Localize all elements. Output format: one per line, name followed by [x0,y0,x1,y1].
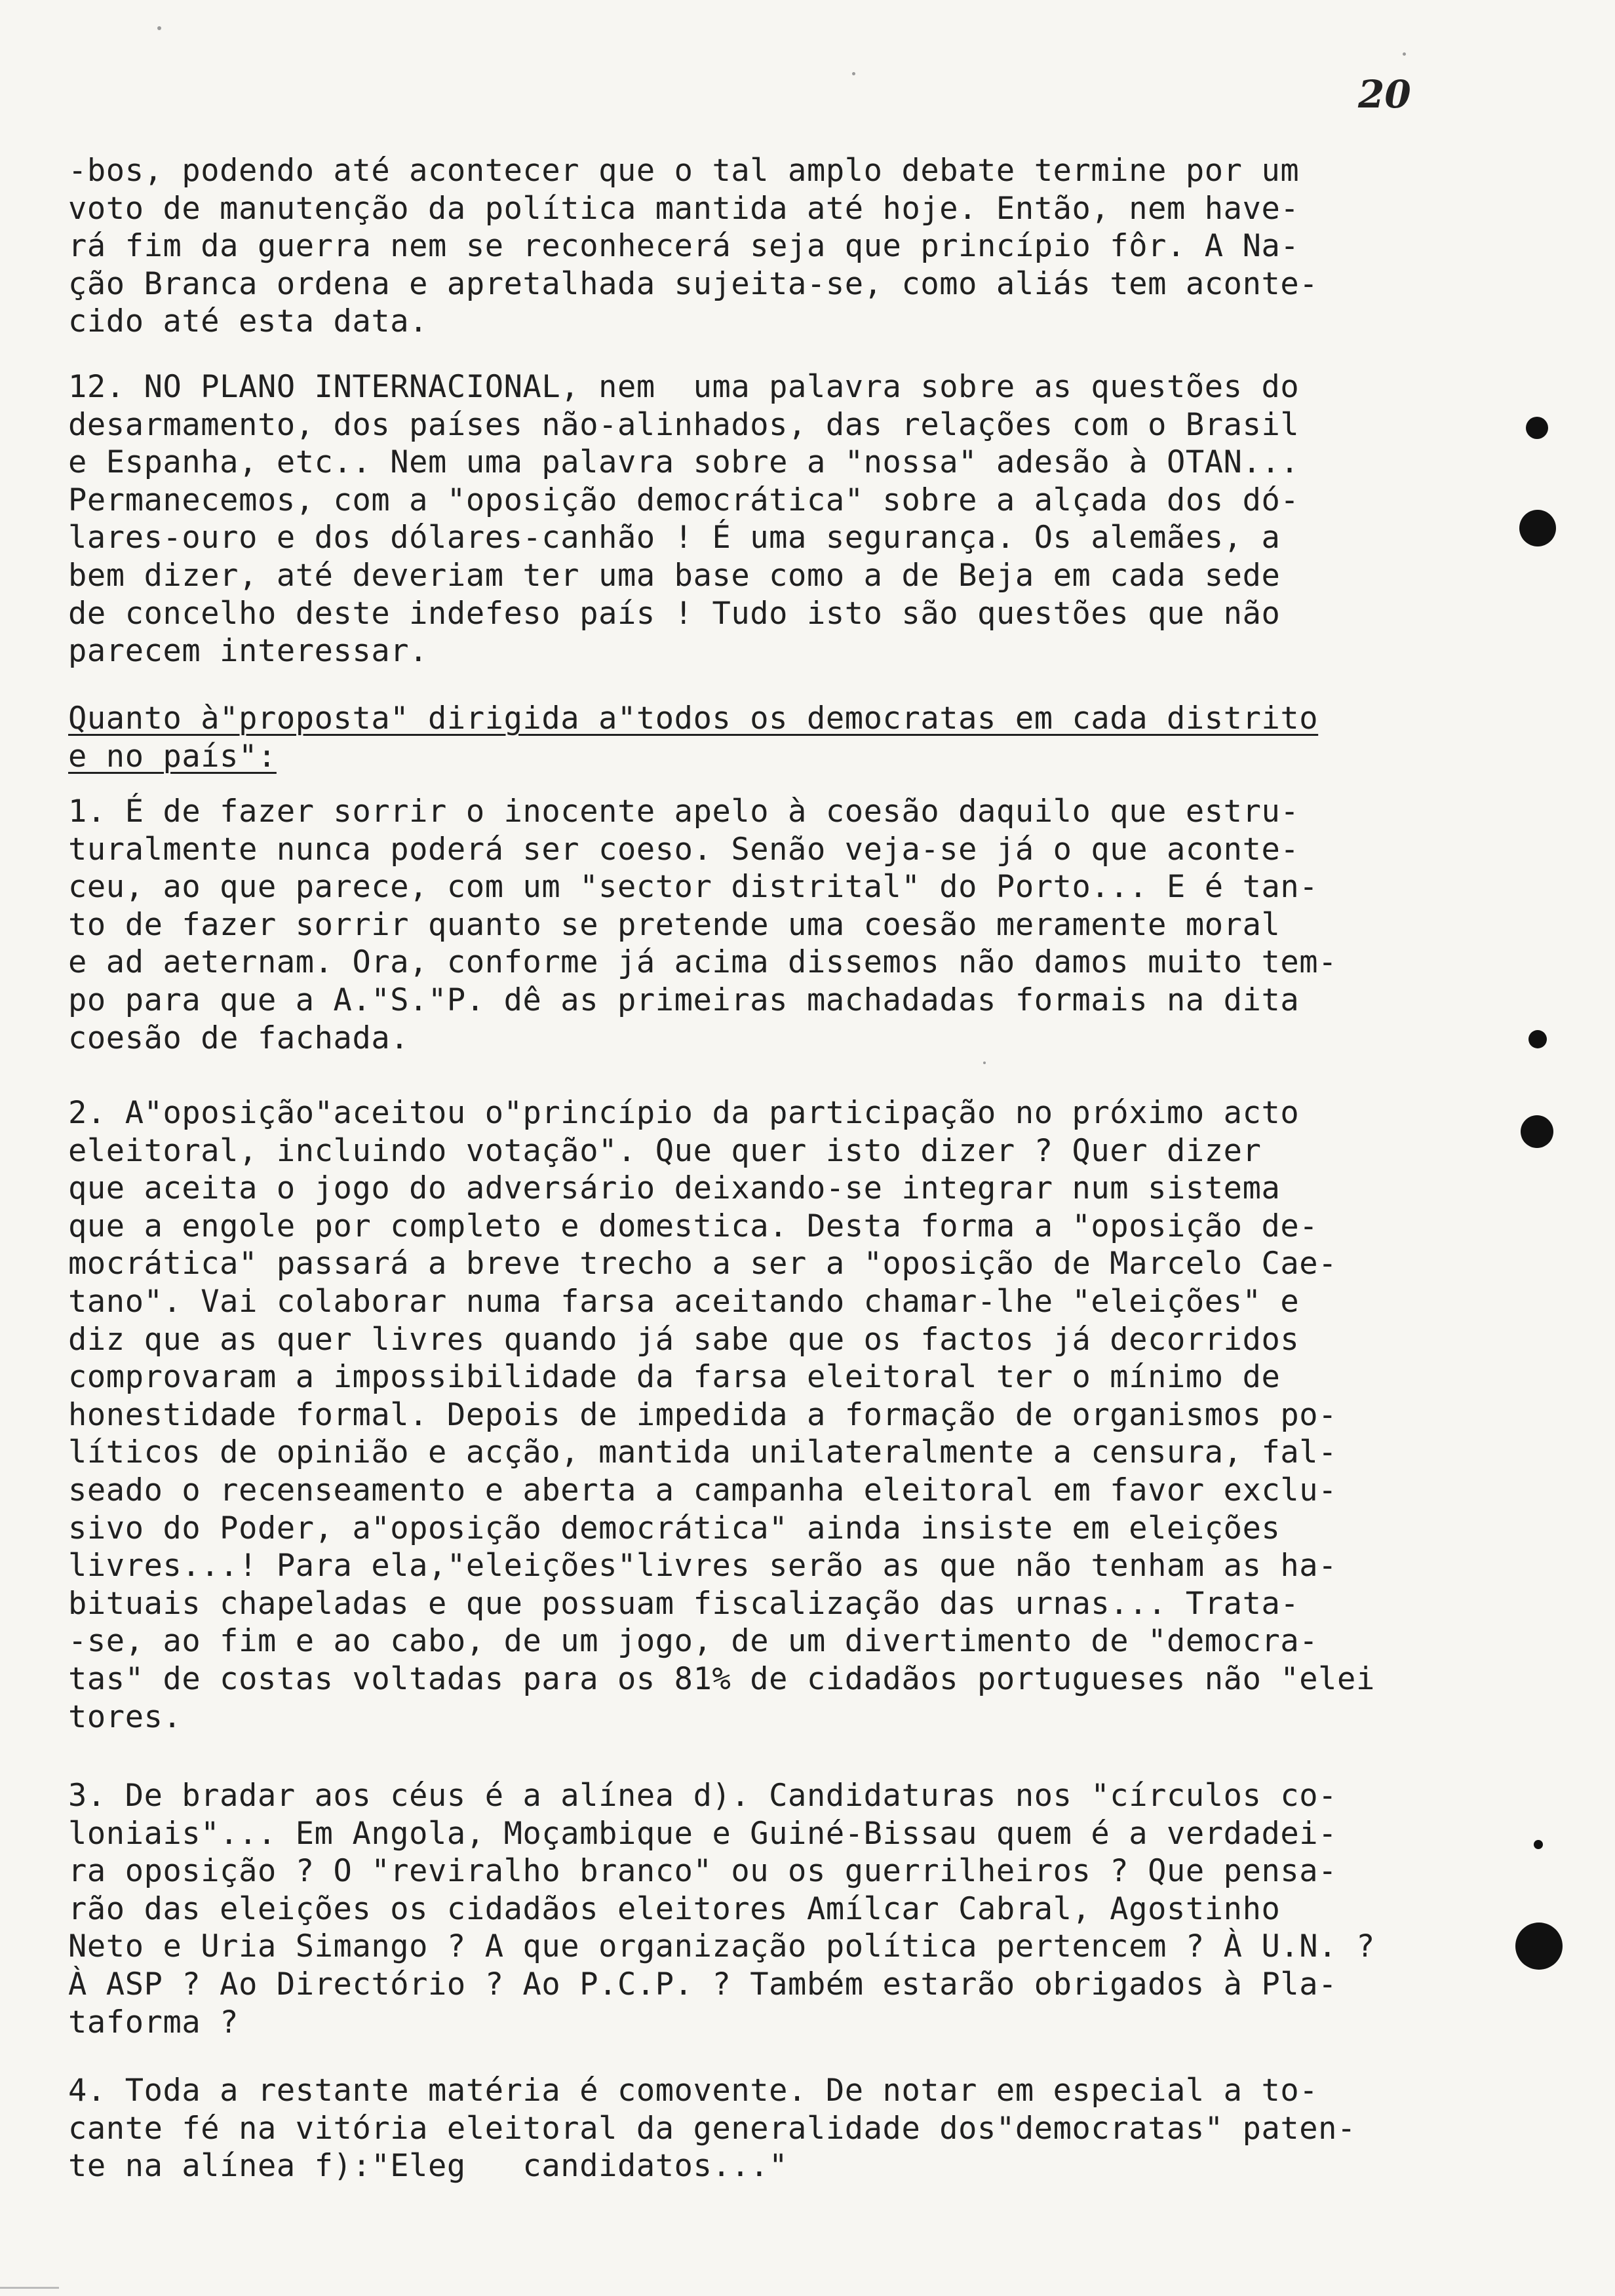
text-line: 2. A"oposição"aceitou o"princípio da participação no próximo acto [68,1095,1300,1131]
text-line: te na alínea f):"Eleg candidatos..." [68,2148,788,2185]
paragraph-item-3 [68,1777,1458,2041]
text-line: 3. De bradar aos céus é a alínea d). Candidaturas nos "círculos co- [68,1778,1338,1814]
text-line: cante fé na vitória eleitoral da generalidade dos"democratas" paten- [68,2110,1356,2147]
text-line: líticos de opinião e acção, mantida unilateralmente a censura, fal- [68,1434,1338,1471]
binder-hole-mark [1526,417,1548,439]
text-line: livres...! Para ela,"eleições"livres serão as que não tenham as ha- [68,1548,1338,1584]
text-line: desarmamento, dos países não-alinhados, das relações com o Brasil [68,406,1300,443]
text-line: eleitoral, incluindo votação". Que quer isto dizer ? Quer dizer [68,1132,1262,1169]
text-line: e no país": [68,738,277,775]
binder-hole-mark [1515,1923,1563,1970]
text-line: ção Branca ordena e apretalhada sujeita-se, como aliás tem aconte- [68,265,1319,302]
scan-speck [1403,52,1406,56]
text-line: ra oposição ? O "reviralho branco" ou os guerrilheiros ? Que pensa- [68,1853,1338,1890]
paragraph-item-4 [68,2072,1458,2185]
text-line: seado o recenseamento e aberta a campanha eleitoral em favor exclu- [68,1472,1338,1508]
paragraph-intro [68,152,1458,341]
paragraph-item-12 [68,368,1458,670]
text-line: bituais chapeladas e que possuam fiscalização das urnas... Trata- [68,1585,1300,1622]
paragraph-item-2 [68,1094,1458,1736]
text-line: po para que a A."S."P. dê as primeiras machadadas formais na dita [68,982,1300,1018]
binder-hole-mark [1534,1840,1543,1849]
text-line: -se, ao fim e ao cabo, de um jogo, de um divertimento de "democra- [68,1623,1319,1660]
text-line: lares-ouro e dos dólares-canhão ! É uma segurança. Os alemães, a [68,520,1281,556]
binder-hole-mark [1519,510,1556,546]
text-line: coesão de fachada. [68,1020,410,1056]
scan-speck [852,72,855,75]
text-line: 4. Toda a restante matéria é comovente. De notar em especial a to- [68,2073,1319,2109]
text-line: Permanecemos, com a "oposição democrática" sobre a alçada dos dó- [68,482,1300,518]
text-line: comprovaram a impossibilidade da farsa eleitoral ter o mínimo de [68,1359,1281,1396]
text-line: mocrática" passará a breve trecho a ser a "oposição de Marcelo Cae- [68,1246,1338,1282]
text-line: 12. NO PLANO INTERNACIONAL, nem uma palavra sobre as questões do [68,369,1300,405]
text-line: voto de manutenção da política mantida até hoje. Então, nem have- [68,190,1300,227]
text-line: À ASP ? Ao Directório ? Ao P.C.P. ? Também estarão obrigados à Pla- [68,1966,1338,2002]
text-line: Quanto à"proposta" dirigida a"todos os democratas em cada distrito [68,700,1319,737]
text-line: ceu, ao que parece, com um "sector distrital" do Porto... E é tan- [68,869,1319,906]
text-line: honestidade formal. Depois de impedida a formação de organismos po- [68,1396,1338,1433]
paragraph-item-1 [68,793,1458,1057]
section-heading [68,700,1458,775]
text-line: tores. [68,1698,182,1735]
scan-speck [157,26,161,30]
text-line: parecem interessar. [68,633,429,670]
text-line: Neto e Uria Simango ? A que organização política pertencem ? À U.N. ? [68,1928,1375,1965]
scan-edge-mark [0,2287,59,2289]
text-line: diz que as quer livres quando já sabe que os factos já decorridos [68,1321,1300,1358]
scan-speck [983,1062,986,1064]
text-line: loniais"... Em Angola, Moçambique e Guiné-Bissau quem é a verdadei- [68,1815,1338,1852]
text-line: que aceita o jogo do adversário deixando-se integrar num sistema [68,1170,1281,1207]
binder-hole-mark [1528,1030,1547,1048]
text-line: cido até esta data. [68,303,429,340]
text-line: e ad aeternam. Ora, conforme já acima dissemos não damos muito tem- [68,944,1338,981]
text-line: tas" de costas voltadas para os 81% de cidadãos portugueses não "elei [68,1660,1375,1697]
page-number: 20 [1358,72,1411,117]
text-line: que a engole por completo e domestica. Desta forma a "oposição de- [68,1208,1319,1244]
text-line: tano". Vai colaborar numa farsa aceitando chamar-lhe "eleições" e [68,1283,1300,1320]
text-line: bem dizer, até deveriam ter uma base como a de Beja em cada sede [68,557,1281,594]
text-line: to de fazer sorrir quanto se pretende uma coesão meramente moral [68,906,1281,943]
text-line: de concelho deste indefeso país ! Tudo isto são questões que não [68,595,1281,632]
text-line: turalmente nunca poderá ser coeso. Senão veja-se já o que aconte- [68,831,1300,868]
text-line: rão das eleições os cidadãos eleitores Amílcar Cabral, Agostinho [68,1890,1281,1927]
text-line: sivo do Poder, a"oposição democrática" ainda insiste em eleições [68,1510,1281,1546]
text-line: e Espanha, etc.. Nem uma palavra sobre a "nossa" adesão à OTAN... [68,444,1300,481]
text-line: taforma ? [68,2004,239,2040]
text-line: -bos, podendo até acontecer que o tal amplo debate termine por um [68,153,1300,189]
binder-hole-mark [1521,1115,1553,1148]
text-line: 1. É de fazer sorrir o inocente apelo à coesão daquilo que estru- [68,794,1300,830]
text-line: rá fim da guerra nem se reconhecerá seja que princípio fôr. A Na- [68,228,1300,265]
